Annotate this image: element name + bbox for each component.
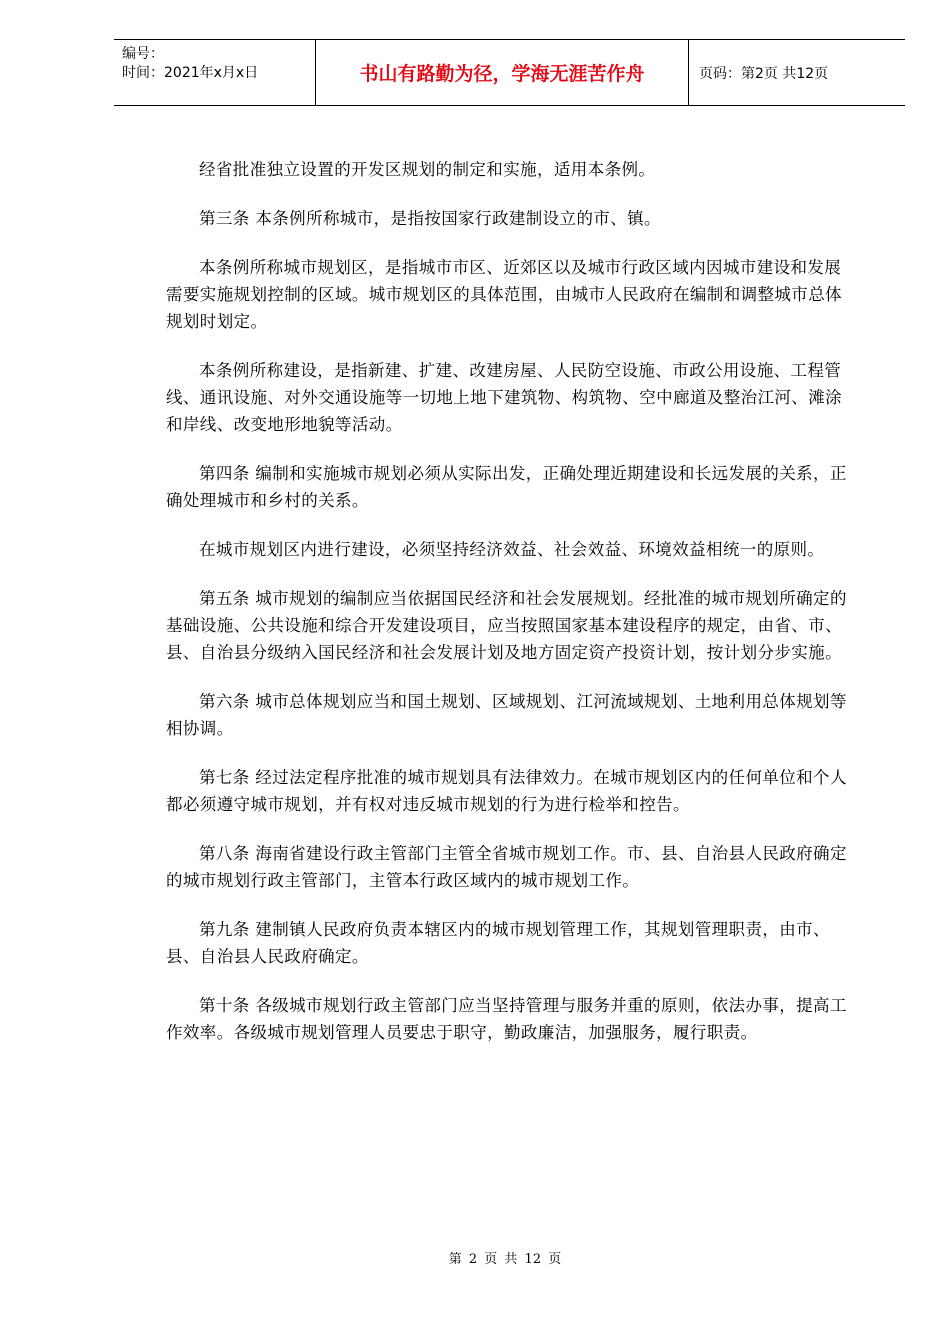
page-footer: 第 2 页 共 12 页	[448, 1252, 562, 1267]
paragraph: 经省批准独立设置的开发区规划的制定和实施，适用本条例。	[199, 160, 656, 179]
page-info: 页码：第2页 共12页	[699, 65, 829, 82]
paragraph: 本条例所称建设，是指新建、扩建、改建房屋、人民防空设施、市政公用设施、工程管线、通讯设施、对外交通设施等一切地上地下建筑物、构筑物、空中廊道及整治江河、滩涂和岸线、改变地形地貌等活动。	[166, 361, 842, 434]
paragraph: 第五条 城市规划的编制应当依据国民经济和社会发展规划。经批准的城市规划所确定的基础设施、公共设施和综合开发建设项目，应当按照国家基本建设程序的规定，由省、市、县、自治县分级纳入国民经济和社会发展计划及地方固定资产投资计划，按计划分步实施。	[166, 589, 847, 662]
paragraph: 第十条 各级城市规划行政主管部门应当坚持管理与服务并重的原则，依法办事，提高工作效率。各级城市规划管理人员要忠于职守，勤政廉洁，加强服务，履行职责。	[166, 996, 847, 1042]
paragraph: 第九条 建制镇人民政府负责本辖区内的城市规划管理工作，其规划管理职责，由市、县、自治县人民政府确定。	[166, 920, 830, 966]
time-label: 时间：2021年x月x日	[122, 65, 259, 81]
paragraph: 第七条 经过法定程序批准的城市规划具有法律效力。在城市规划区内的任何单位和个人都必须遵守城市规划，并有权对违反城市规划的行为进行检举和控告。	[166, 768, 847, 814]
paragraph: 本条例所称城市规划区，是指城市市区、近郊区以及城市行政区域内因城市建设和发展需要实施规划控制的区域。城市规划区的具体范围，由城市人民政府在编制和调整城市总体规划时划定。	[166, 258, 842, 331]
paragraph: 第六条 城市总体规划应当和国土规划、区域规划、江河流域规划、土地利用总体规划等相协调。	[166, 692, 847, 738]
paragraph: 在城市规划区内进行建设，必须坚持经济效益、社会效益、环境效益相统一的原则。	[199, 540, 825, 559]
motto: 书山有路勤为径，学海无涯苦作舟	[316, 40, 689, 105]
document-body	[166, 156, 856, 1068]
paragraph: 第八条 海南省建设行政主管部门主管全省城市规划工作。市、县、自治县人民政府确定的城市规划行政主管部门，主管本行政区域内的城市规划工作。	[166, 844, 847, 890]
paragraph: 第四条 编制和实施城市规划必须从实际出发，正确处理近期建设和长远发展的关系，正确处理城市和乡村的关系。	[166, 464, 847, 510]
number-label: 编号：	[122, 46, 164, 62]
header-meta	[114, 40, 316, 105]
page-header	[114, 39, 905, 106]
paragraph: 第三条 本条例所称城市，是指按国家行政建制设立的市、镇。	[199, 209, 661, 228]
